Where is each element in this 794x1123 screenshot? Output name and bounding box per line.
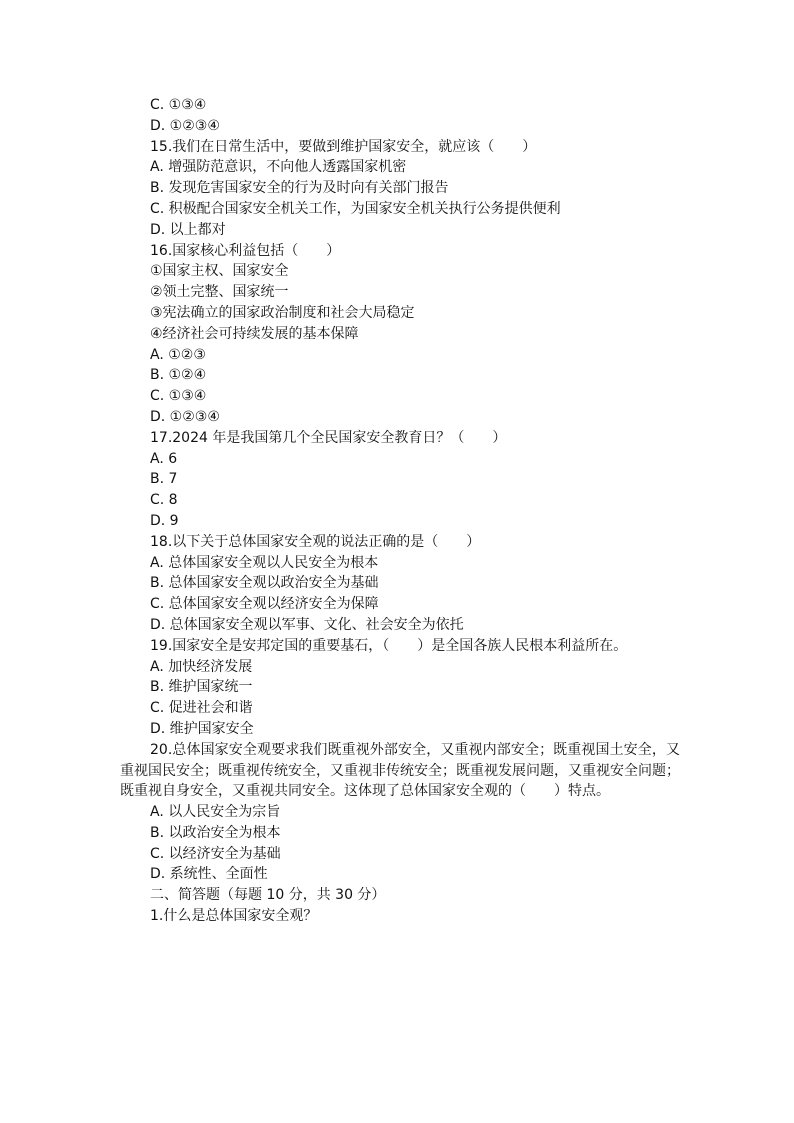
option-line: C. ①③④ <box>150 388 207 405</box>
option-line: D. ①②③④ <box>150 117 220 134</box>
option-line: A. 6 <box>150 450 178 467</box>
option-line: A. 增强防范意识，不向他人透露国家机密 <box>150 159 407 176</box>
option-line: C. ①③④ <box>150 97 207 113</box>
option-line: C. 8 <box>150 492 178 509</box>
option-line: C. 总体国家安全观以经济安全为保障 <box>150 596 379 613</box>
question-16: 16.国家核心利益包括（ ） <box>150 242 341 259</box>
option-line: A. 加快经济发展 <box>150 658 253 675</box>
question-19: 19.国家安全是安邦定国的重要基石，（ ）是全国各族人民根本利益所在。 <box>150 637 628 654</box>
option-line: A. 以人民安全为宗旨 <box>150 804 281 821</box>
section-heading: 二、简答题（每题 10 分，共 30 分） <box>150 887 386 904</box>
question-18: 18.以下关于总体国家安全观的说法正确的是（ ） <box>150 533 481 550</box>
option-line: C. 以经济安全为基础 <box>150 845 281 862</box>
option-line: D. 9 <box>150 512 179 529</box>
option-line: B. ①②④ <box>150 367 207 384</box>
option-line: D. 系统性、全面性 <box>150 866 268 883</box>
question-17: 17.2024 年是我国第几个全民国家安全教育日？（ ） <box>150 429 507 446</box>
option-line: C. 促进社会和谐 <box>150 700 253 717</box>
option-line: A. ①②③ <box>150 346 206 363</box>
question-20: 20.总体国家安全观要求我们既重视外部安全，又重视内部安全；既重视国土安全，又重视国民安全；既重视传统安全，又重视非传统安全；既重视发展问题，又重视安全问题；既重视自身安全，又重视共同安全。这体现了总体国家安全观的（ ）特点。 <box>120 741 680 800</box>
statement-line: ③宪法确立的国家政治制度和社会大局稳定 <box>150 304 415 321</box>
option-line: B. 以政治安全为根本 <box>150 824 281 841</box>
option-line: B. 维护国家统一 <box>150 679 253 696</box>
option-line: A. 总体国家安全观以人民安全为根本 <box>150 554 379 571</box>
statement-line: ②领土完整、国家统一 <box>150 284 289 301</box>
option-line: D. 维护国家安全 <box>150 720 254 737</box>
option-line: D. 以上都对 <box>150 221 226 238</box>
option-line: D. ①②③④ <box>150 408 220 425</box>
statement-line: ④经济社会可持续发展的基本保障 <box>150 325 359 342</box>
option-line: B. 发现危害国家安全的行为及时向有关部门报告 <box>150 180 449 197</box>
option-line: B. 7 <box>150 471 178 488</box>
question-15: 15.我们在日常生活中，要做到维护国家安全，就应该（ ） <box>150 138 537 155</box>
option-line: B. 总体国家安全观以政治安全为基础 <box>150 575 379 592</box>
statement-line: ①国家主权、国家安全 <box>150 263 289 280</box>
option-line: D. 总体国家安全观以军事、文化、社会安全为依托 <box>150 616 464 633</box>
option-line: C. 积极配合国家安全机关工作，为国家安全机关执行公务提供便利 <box>150 200 561 217</box>
document-body <box>120 95 680 927</box>
short-answer-question-1: 1.什么是总体国家安全观？ <box>150 908 318 925</box>
